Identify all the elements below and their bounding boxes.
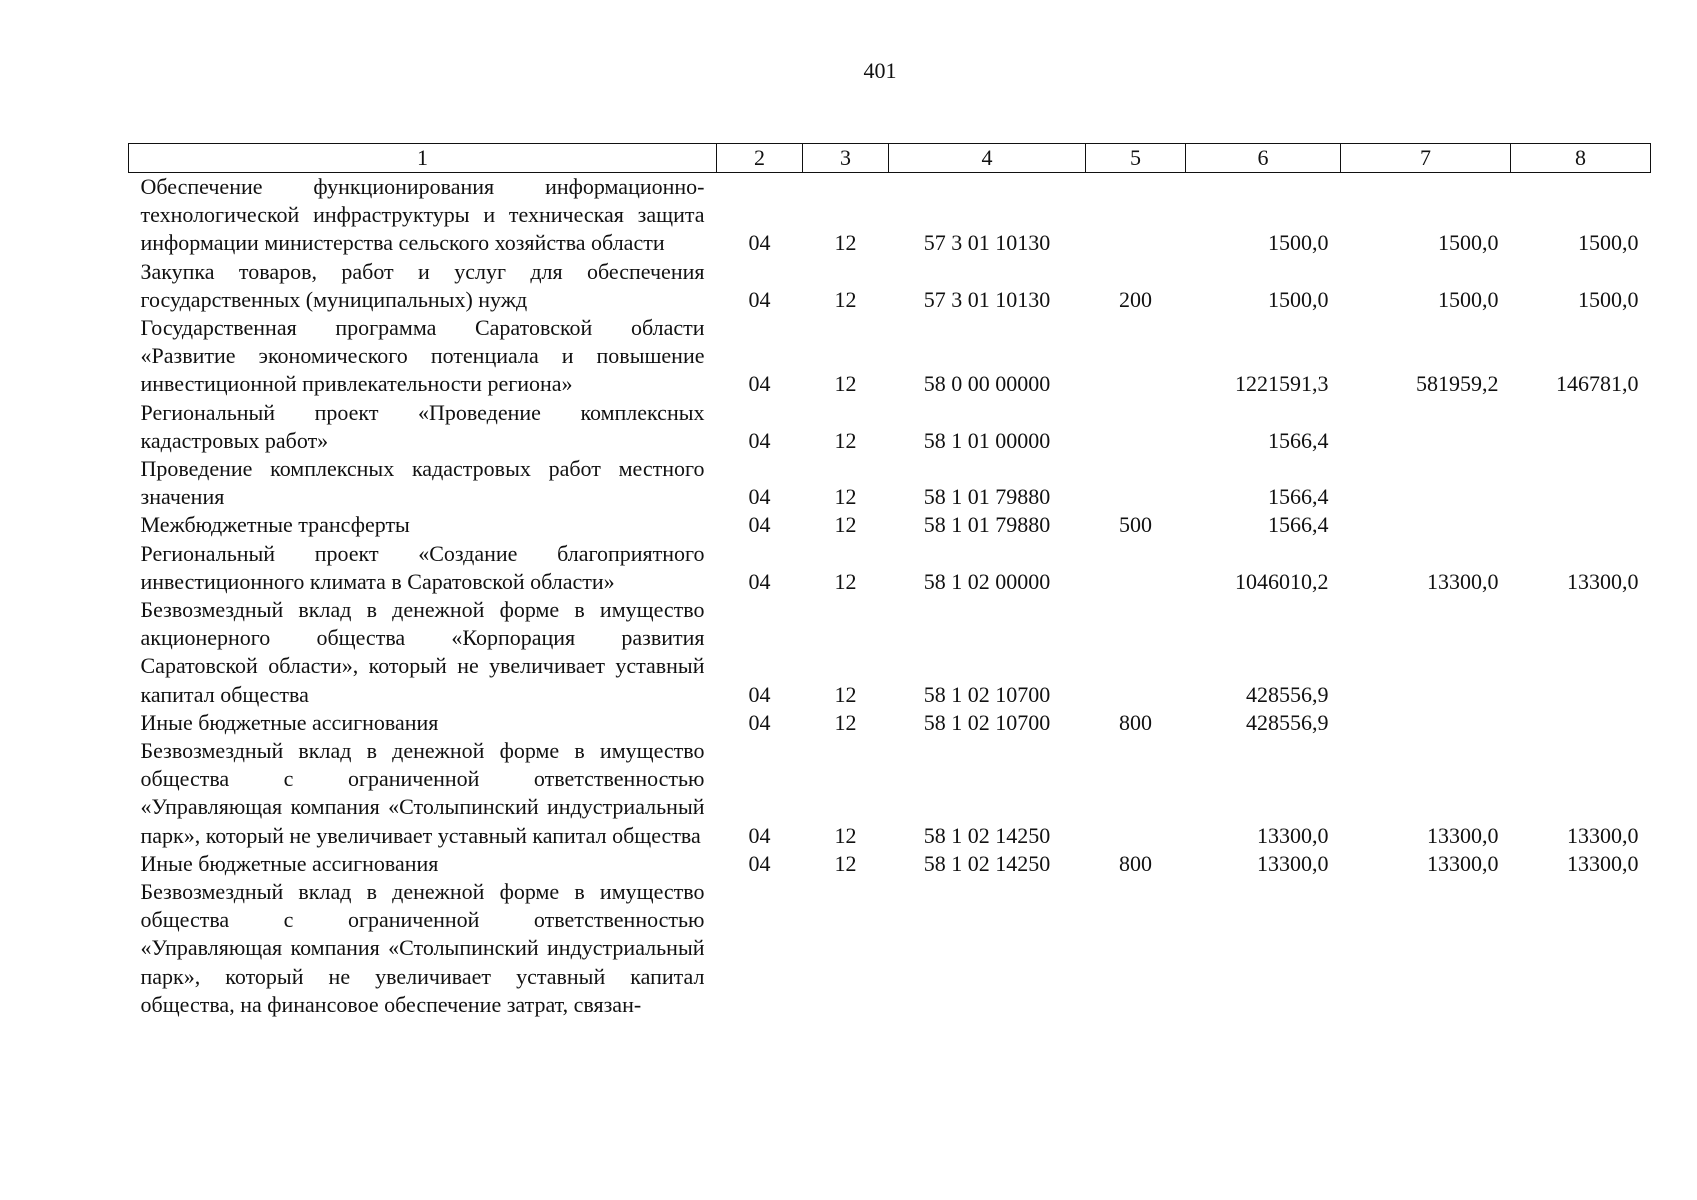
table-row xyxy=(129,709,1651,737)
expense-type-code: 800 xyxy=(1119,850,1152,876)
amount-col-6: 1046010,2 xyxy=(1235,568,1329,594)
section-code: 04 xyxy=(748,512,771,538)
row-description: Региональный проект «Проведение комплексных кадастровых работ» xyxy=(140,399,705,453)
subsection-code: 12 xyxy=(834,230,857,256)
section-code: 04 xyxy=(748,681,771,707)
amount-col-6: 13300,0 xyxy=(1257,850,1329,876)
amount-col-7 xyxy=(1341,455,1511,511)
expense-type-code: 800 xyxy=(1119,709,1152,735)
amount-col-6: 1500,0 xyxy=(1268,230,1329,256)
section-code: 04 xyxy=(748,427,771,453)
target-article-code: 58 1 01 00000 xyxy=(923,427,1051,453)
subsection-code: 12 xyxy=(834,484,857,510)
target-article-code: 58 0 00 00000 xyxy=(923,371,1051,397)
table-row xyxy=(129,173,1651,258)
table-header xyxy=(129,144,1651,173)
subsection-code: 12 xyxy=(834,371,857,397)
table-row xyxy=(129,540,1651,596)
amount-col-6: 428556,9 xyxy=(1246,709,1329,735)
subsection-code: 12 xyxy=(834,512,857,538)
target-article-code: 58 1 01 79880 xyxy=(923,512,1051,538)
row-description: Межбюджетные трансферты xyxy=(140,512,410,538)
expense-type-code: 200 xyxy=(1119,286,1152,312)
amount-col-6: 428556,9 xyxy=(1246,681,1329,707)
table-row xyxy=(129,511,1651,539)
amount-col-7: 13300,0 xyxy=(1427,822,1499,848)
amount-col-7: 581959,2 xyxy=(1416,371,1499,397)
subsection-code: 12 xyxy=(834,850,857,876)
table-body xyxy=(129,173,1651,1020)
row-description: Проведение комплексных кадастровых работ местного значения xyxy=(140,456,705,510)
header-row xyxy=(129,144,1651,173)
amount-col-8: 13300,0 xyxy=(1567,850,1639,876)
amount-col-7 xyxy=(1341,511,1511,539)
table-row xyxy=(129,455,1651,511)
amount-col-6: 1566,4 xyxy=(1268,512,1329,538)
expense-type-code xyxy=(1086,878,1186,1019)
table-row xyxy=(129,399,1651,455)
row-description: Безвозмездный вклад в денежной форме в имущество общества с ограниченной ответственностью «Управляющая компания «Столыпинский индустриальный парк», который не увеличивает уставный капитал общества xyxy=(140,738,705,848)
amount-col-6: 1500,0 xyxy=(1268,286,1329,312)
section-code: 04 xyxy=(748,371,771,397)
section-code: 04 xyxy=(748,230,771,256)
amount-col-6: 1221591,3 xyxy=(1235,371,1329,397)
row-description: Иные бюджетные ассигнования xyxy=(140,709,439,735)
target-article-code: 58 1 02 10700 xyxy=(923,709,1051,735)
row-description: Региональный проект «Создание благоприятного инвестиционного климата в Саратовской области» xyxy=(140,540,705,594)
expense-type-code xyxy=(1086,314,1186,399)
row-description: Иные бюджетные ассигнования xyxy=(140,850,439,876)
section-code: 04 xyxy=(748,850,771,876)
table-row xyxy=(129,850,1651,878)
target-article-code: 58 1 02 14250 xyxy=(923,822,1051,848)
amount-col-6: 1566,4 xyxy=(1268,484,1329,510)
amount-col-6 xyxy=(1186,878,1341,1019)
budget-table xyxy=(128,143,1651,1019)
target-article-code: 57 3 01 10130 xyxy=(923,230,1051,256)
amount-col-8 xyxy=(1511,399,1651,455)
expense-type-code xyxy=(1086,173,1186,258)
table-row xyxy=(129,314,1651,399)
subsection-code: 12 xyxy=(834,681,857,707)
amount-col-7: 1500,0 xyxy=(1438,230,1499,256)
subsection-code: 12 xyxy=(834,822,857,848)
section-code: 04 xyxy=(748,709,771,735)
table-row xyxy=(129,737,1651,850)
amount-col-6: 1566,4 xyxy=(1268,427,1329,453)
subsection-code: 12 xyxy=(834,427,857,453)
expense-type-code xyxy=(1086,455,1186,511)
amount-col-7: 13300,0 xyxy=(1427,568,1499,594)
subsection-code xyxy=(803,878,889,1019)
header-col-1: 1 xyxy=(129,144,717,173)
target-article-code: 58 1 02 10700 xyxy=(923,681,1051,707)
header-col-2: 2 xyxy=(717,144,803,173)
target-article-code xyxy=(889,878,1086,1019)
row-description: Безвозмездный вклад в денежной форме в имущество акционерного общества «Корпорация развития Саратовской области», который не увеличивает уставный капитал общества xyxy=(140,597,705,707)
amount-col-7 xyxy=(1341,399,1511,455)
row-description: Закупка товаров, работ и услуг для обеспечения государственных (муниципальных) нужд xyxy=(140,258,705,312)
expense-type-code: 500 xyxy=(1119,512,1152,538)
amount-col-8 xyxy=(1511,878,1651,1019)
page-number: 401 xyxy=(863,58,897,83)
subsection-code: 12 xyxy=(834,568,857,594)
section-code: 04 xyxy=(748,484,771,510)
subsection-code: 12 xyxy=(834,709,857,735)
header-col-5: 5 xyxy=(1086,144,1186,173)
header-col-4: 4 xyxy=(889,144,1086,173)
amount-col-7 xyxy=(1341,709,1511,737)
amount-col-7 xyxy=(1341,596,1511,709)
amount-col-8: 13300,0 xyxy=(1567,822,1639,848)
header-col-7: 7 xyxy=(1341,144,1511,173)
amount-col-8: 1500,0 xyxy=(1578,230,1639,256)
table-row xyxy=(129,258,1651,314)
target-article-code: 58 1 02 00000 xyxy=(923,568,1051,594)
target-article-code: 58 1 02 14250 xyxy=(923,850,1051,876)
amount-col-8: 146781,0 xyxy=(1556,371,1639,397)
amount-col-8 xyxy=(1511,455,1651,511)
section-code: 04 xyxy=(748,568,771,594)
amount-col-8 xyxy=(1511,511,1651,539)
amount-col-6: 13300,0 xyxy=(1257,822,1329,848)
table-row xyxy=(129,596,1651,709)
subsection-code: 12 xyxy=(834,286,857,312)
amount-col-8: 13300,0 xyxy=(1567,568,1639,594)
section-code: 04 xyxy=(748,822,771,848)
row-description: Государственная программа Саратовской области «Развитие экономического потенциала и повышение инвестиционной привлекательности региона» xyxy=(140,315,705,397)
expense-type-code xyxy=(1086,737,1186,850)
target-article-code: 58 1 01 79880 xyxy=(923,484,1051,510)
section-code: 04 xyxy=(748,286,771,312)
expense-type-code xyxy=(1086,540,1186,596)
target-article-code: 57 3 01 10130 xyxy=(923,286,1051,312)
expense-type-code xyxy=(1086,596,1186,709)
amount-col-8 xyxy=(1511,596,1651,709)
row-description: Обеспечение функционирования информационно-технологической инфраструктуры и техническая защита информации министерства сельского хозяйства области xyxy=(140,174,705,256)
amount-col-7 xyxy=(1341,878,1511,1019)
row-description: Безвозмездный вклад в денежной форме в имущество общества с ограниченной ответственностью «Управляющая компания «Столыпинский индустриальный парк», который не увеличивает уставный капитал общества, на финансовое обеспечение затрат, связан- xyxy=(140,879,705,1017)
amount-col-7: 13300,0 xyxy=(1427,850,1499,876)
amount-col-7: 1500,0 xyxy=(1438,286,1499,312)
amount-col-8 xyxy=(1511,709,1651,737)
expense-type-code xyxy=(1086,399,1186,455)
amount-col-8: 1500,0 xyxy=(1578,286,1639,312)
section-code xyxy=(717,878,803,1019)
header-col-8: 8 xyxy=(1511,144,1651,173)
table-row xyxy=(129,878,1651,1019)
header-col-3: 3 xyxy=(803,144,889,173)
header-col-6: 6 xyxy=(1186,144,1341,173)
